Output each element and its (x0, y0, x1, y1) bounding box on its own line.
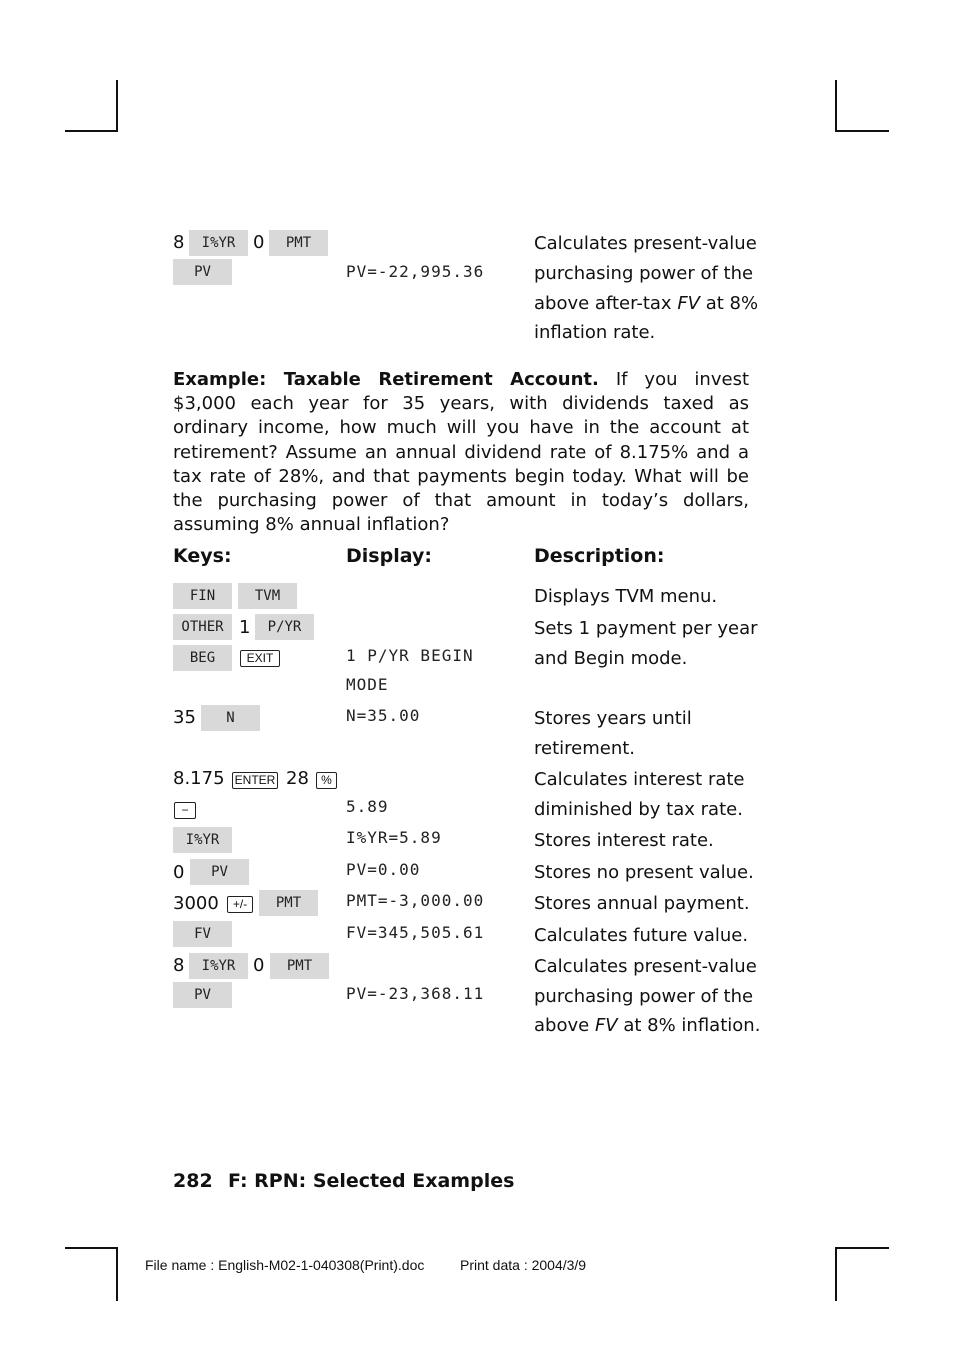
number-8175: 8.175 (173, 768, 225, 789)
description-line: Sets 1 payment per year (534, 618, 758, 639)
iyr-key: I%YR (189, 230, 248, 256)
chs-key: +/- (227, 896, 253, 913)
header-display: Display: (346, 545, 432, 567)
description-line: Stores interest rate. (534, 830, 714, 851)
pmt-key: PMT (270, 953, 329, 979)
header-keys: Keys: (173, 545, 232, 567)
page-number: 282 (173, 1170, 213, 1192)
percent-key: % (316, 772, 337, 789)
number-8: 8 (173, 232, 185, 253)
crop-mark-bottom-left-h (65, 1247, 118, 1249)
display-pv0: PV=0.00 (346, 860, 421, 879)
tvm-key: TVM (238, 583, 297, 609)
description-line: Calculates future value. (534, 925, 749, 946)
display-begin: 1 P/YR BEGIN (346, 646, 474, 665)
description-line: retirement. (534, 738, 636, 759)
other-key: OTHER (173, 614, 232, 640)
crop-mark-top-right-h (835, 130, 889, 132)
example-paragraph (173, 368, 749, 537)
pv-key: PV (173, 259, 232, 285)
number-28: 28 (286, 768, 309, 789)
description-line (534, 294, 758, 314)
pyr-key: P/YR (255, 614, 314, 640)
display-pv-final: PV=-23,368.11 (346, 984, 485, 1003)
description-line: Calculates present-value (534, 233, 757, 254)
number-0: 0 (253, 955, 265, 976)
fv-italic: FV (594, 1015, 618, 1036)
description-line (534, 1016, 760, 1036)
description-line: purchasing power of the (534, 986, 754, 1007)
description-line: Displays TVM menu. (534, 586, 718, 607)
number-0: 0 (173, 862, 185, 883)
description-text: above (534, 1015, 590, 1036)
n-key: N (201, 705, 260, 731)
description-line: diminished by tax rate. (534, 799, 743, 820)
crop-mark-bottom-right-h (835, 1247, 889, 1249)
display-fv: FV=345,505.61 (346, 923, 485, 942)
description-line: inflation rate. (534, 322, 656, 343)
crop-mark-bottom-right-v (835, 1247, 837, 1301)
description-line: Stores no present value. (534, 862, 754, 883)
pmt-key: PMT (269, 230, 328, 256)
description-line: Stores annual payment. (534, 893, 750, 914)
description-line: Stores years until (534, 708, 692, 729)
description-line: and Begin mode. (534, 648, 688, 669)
number-8: 8 (173, 955, 185, 976)
crop-mark-top-left-h (65, 130, 118, 132)
example-body: If you invest $3,000 each year for 35 years, with dividends taxed as ordinary income, how much will you have in the account at retirement? Assume an annual dividend rate of 8.175% and a tax rate of 28%, and that payments begin today. What will be the purchasing power of that amount in today’s dollars, assuming 8% annual inflation? (173, 369, 749, 536)
pv-key: PV (190, 859, 249, 885)
example-title: Example: Taxable Retirement Account. (173, 369, 599, 390)
iyr-key: I%YR (173, 827, 232, 853)
display-n: N=35.00 (346, 706, 421, 725)
section-title: F: RPN: Selected Examples (228, 1170, 515, 1192)
beg-key: BEG (173, 645, 232, 671)
pmt-key: PMT (259, 890, 318, 916)
enter-key: ENTER (232, 772, 278, 789)
crop-mark-top-left-v (116, 80, 118, 132)
description-line: purchasing power of the (534, 263, 754, 284)
minus-key: − (174, 802, 196, 819)
print-date: Print data : 2004/3/9 (460, 1257, 587, 1273)
description-text: above after-tax (534, 293, 672, 314)
iyr-key: I%YR (189, 953, 248, 979)
description-line: Calculates present-value (534, 956, 757, 977)
number-1: 1 (239, 617, 251, 638)
pv-key: PV (173, 982, 232, 1008)
display-mode: MODE (346, 675, 389, 694)
display-pmt: PMT=-3,000.00 (346, 891, 485, 910)
display-iyr: I%YR=5.89 (346, 828, 442, 847)
number-35: 35 (173, 707, 196, 728)
display-589: 5.89 (346, 797, 389, 816)
description-line: Calculates interest rate (534, 769, 745, 790)
display-pv: PV=-22,995.36 (346, 262, 485, 281)
exit-key: EXIT (240, 650, 280, 667)
description-text: at 8% (705, 293, 759, 314)
crop-mark-bottom-left-v (116, 1247, 118, 1301)
crop-mark-top-right-v (835, 80, 837, 132)
description-text: at 8% inflation. (623, 1015, 761, 1036)
fin-key: FIN (173, 583, 232, 609)
number-3000: 3000 (173, 893, 219, 914)
fv-key: FV (173, 921, 232, 947)
file-name: File name : English-M02-1-040308(Print).doc (145, 1257, 425, 1273)
fv-italic: FV (677, 293, 700, 314)
header-description: Description: (534, 545, 665, 567)
number-0: 0 (253, 232, 265, 253)
